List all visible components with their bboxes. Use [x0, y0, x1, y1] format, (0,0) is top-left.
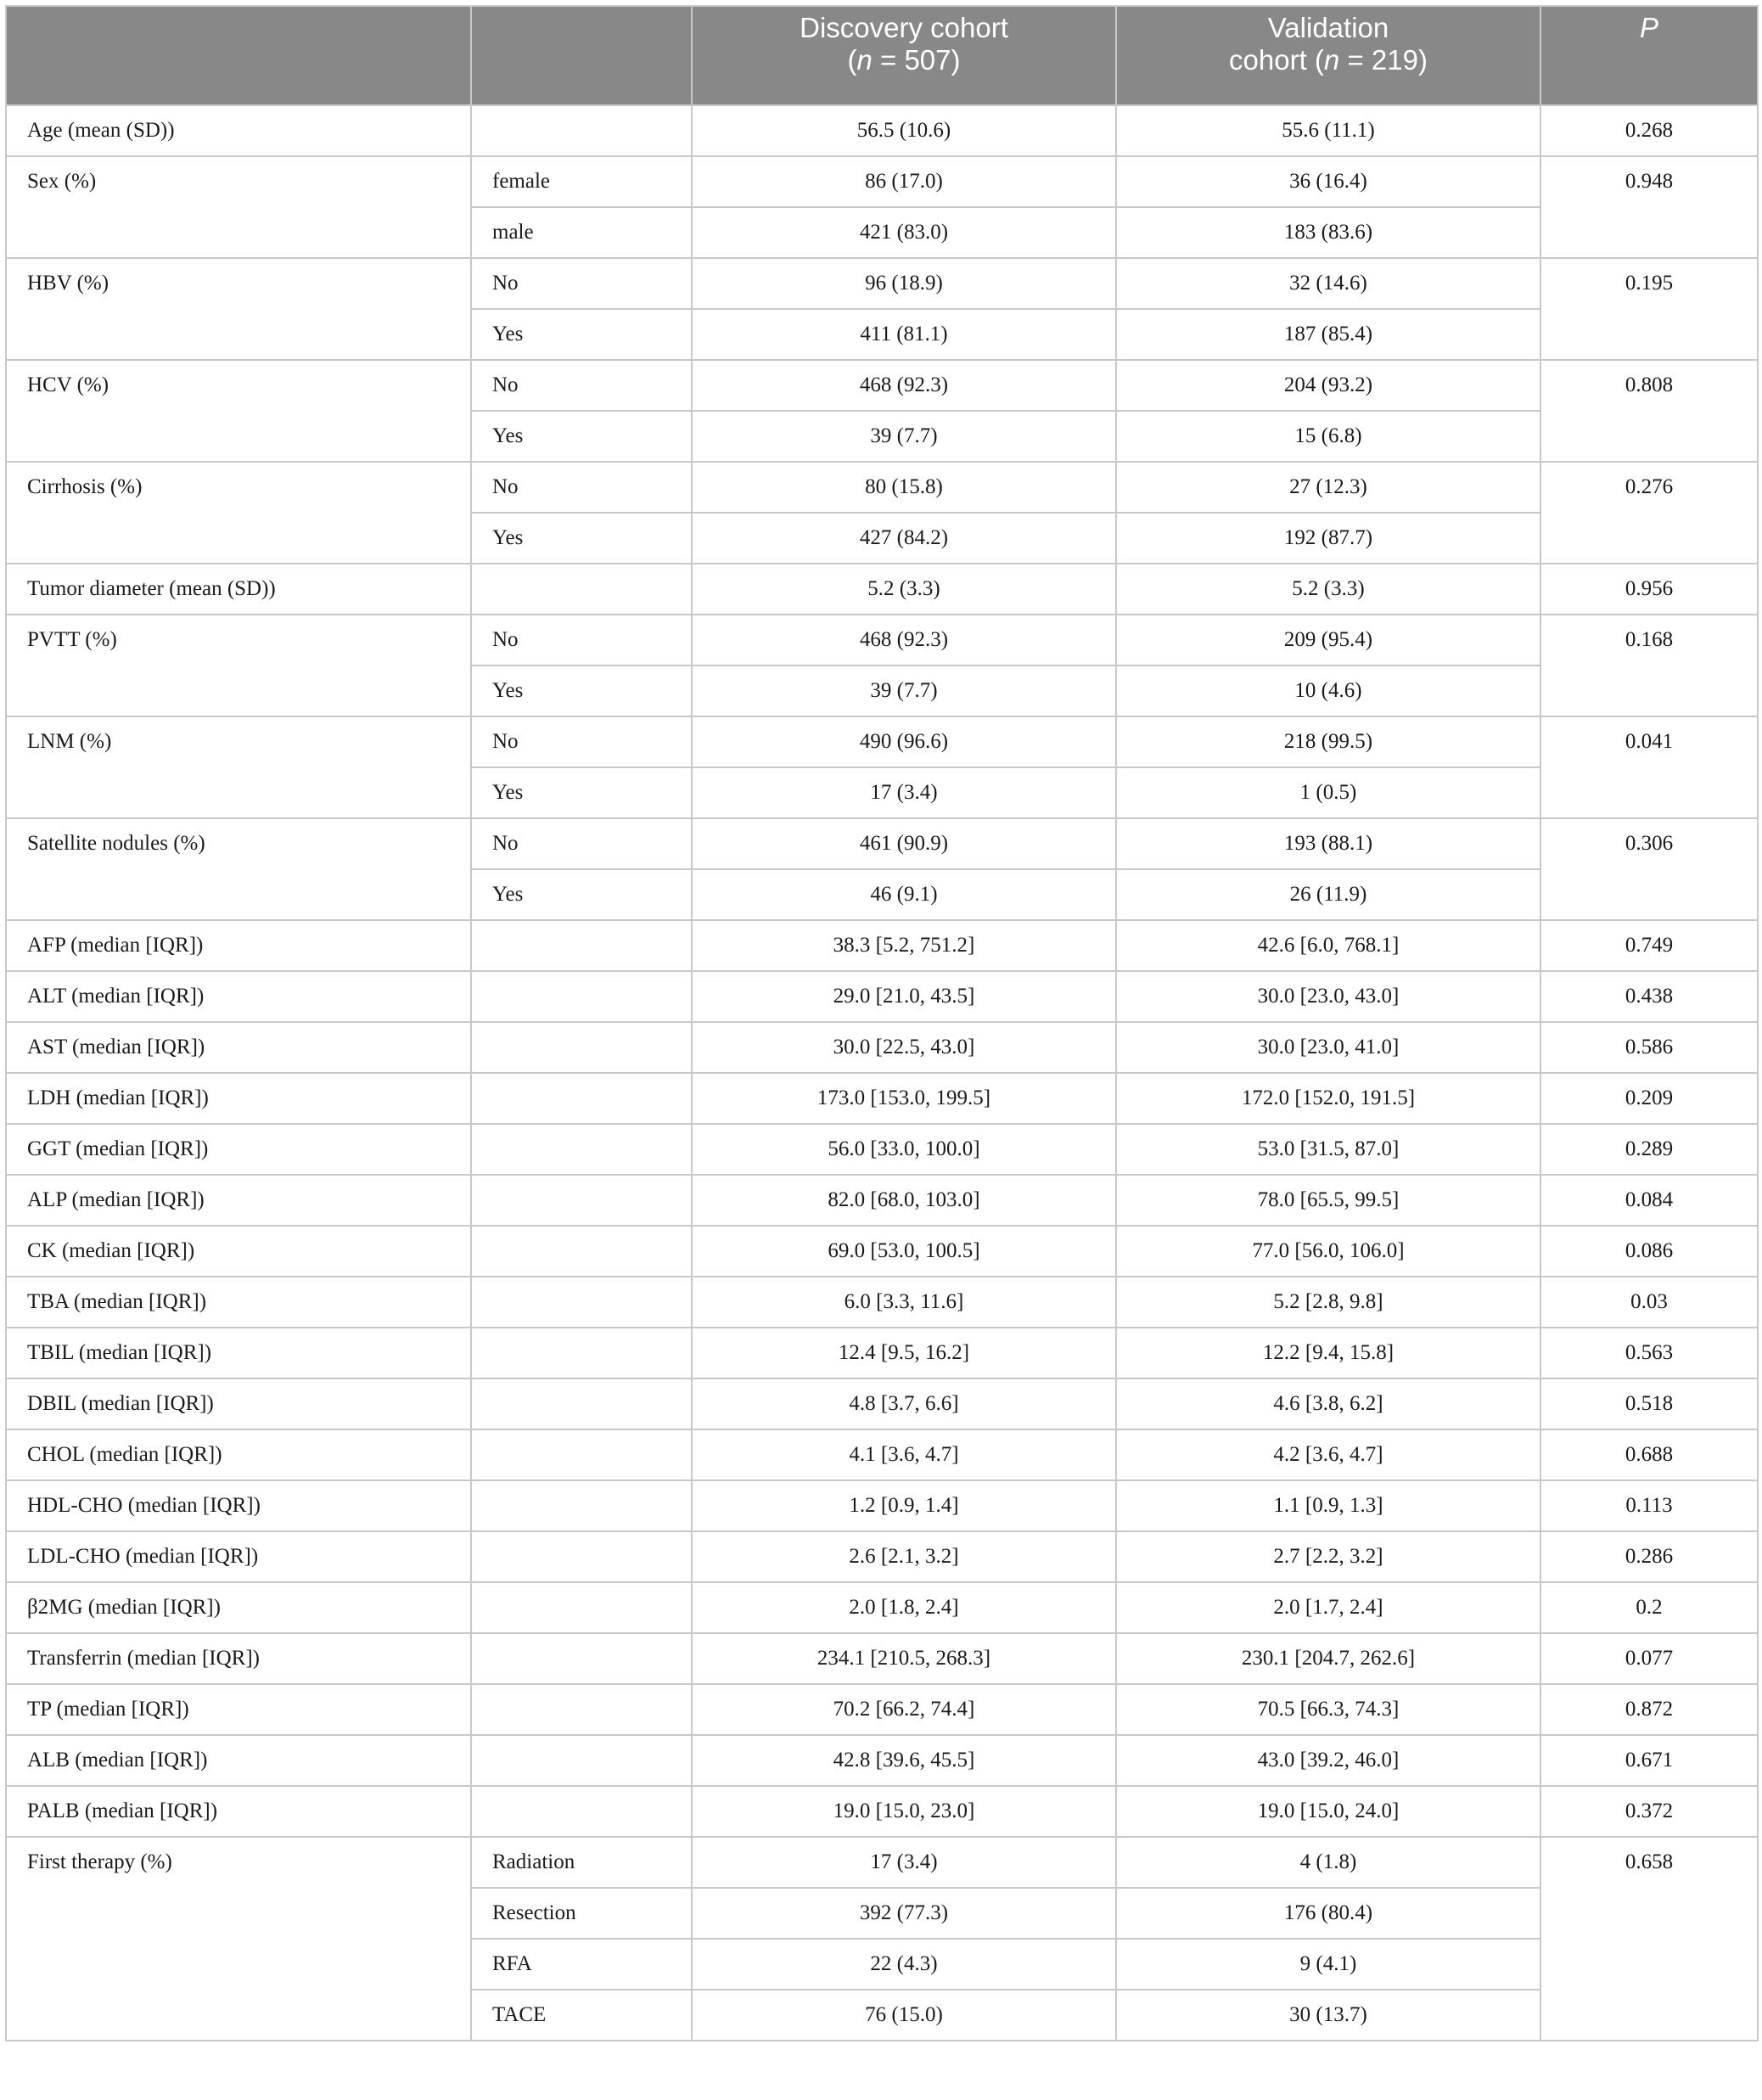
table-row: [6, 564, 1758, 615]
cell-validation: 26 (11.9): [1116, 869, 1540, 920]
cell-discovery: 56.5 (10.6): [692, 105, 1116, 156]
cell-variable: ALB (median [IQR]): [6, 1735, 471, 1786]
cell-variable: PVTT (%): [6, 615, 471, 716]
cell-variable: AFP (median [IQR]): [6, 920, 471, 971]
cell-variable: Cirrhosis (%): [6, 462, 471, 564]
table-row: [6, 1480, 1758, 1531]
cell-p-value: 0.286: [1540, 1531, 1758, 1582]
cell-level: [471, 920, 692, 971]
cell-validation: 43.0 [39.2, 46.0]: [1116, 1735, 1540, 1786]
cell-validation: 9 (4.1): [1116, 1939, 1540, 1990]
table-row: [6, 156, 1758, 207]
cell-level: RFA: [471, 1939, 692, 1990]
cell-level: Resection: [471, 1888, 692, 1939]
header-validation-n-value: = 219): [1339, 44, 1428, 76]
cell-discovery: 69.0 [53.0, 100.5]: [692, 1226, 1116, 1277]
header-validation-n: n: [1323, 44, 1340, 76]
cell-variable: Sex (%): [6, 156, 471, 258]
cell-p-value: 0.289: [1540, 1124, 1758, 1175]
table-row: [6, 1073, 1758, 1124]
cell-validation: 5.2 (3.3): [1116, 564, 1540, 615]
cell-variable: HBV (%): [6, 258, 471, 360]
cell-discovery: 173.0 [153.0, 199.5]: [692, 1073, 1116, 1124]
cell-validation: 32 (14.6): [1116, 258, 1540, 309]
cell-variable: First therapy (%): [6, 1837, 471, 2041]
cell-validation: 19.0 [15.0, 24.0]: [1116, 1786, 1540, 1837]
cell-validation: 183 (83.6): [1116, 207, 1540, 258]
header-validation-line1: Validation: [1267, 12, 1389, 43]
table-row: [6, 1124, 1758, 1175]
table-row: [6, 1684, 1758, 1735]
cell-discovery: 6.0 [3.3, 11.6]: [692, 1277, 1116, 1328]
cell-discovery: 4.8 [3.7, 6.6]: [692, 1378, 1116, 1429]
cell-level: [471, 1480, 692, 1531]
cell-level: [471, 971, 692, 1022]
cell-level: [471, 1277, 692, 1328]
cell-validation: 176 (80.4): [1116, 1888, 1540, 1939]
table-row: [6, 1735, 1758, 1786]
cell-p-value: 0.2: [1540, 1582, 1758, 1633]
cell-variable: HCV (%): [6, 360, 471, 462]
cell-discovery: 4.1 [3.6, 4.7]: [692, 1429, 1116, 1480]
cell-variable: TP (median [IQR]): [6, 1684, 471, 1735]
cell-discovery: 56.0 [33.0, 100.0]: [692, 1124, 1116, 1175]
cell-p-value: 0.563: [1540, 1328, 1758, 1378]
cell-p-value: 0.306: [1540, 818, 1758, 920]
cell-validation: 187 (85.4): [1116, 309, 1540, 360]
cohort-characteristics-table: [5, 5, 1759, 2041]
cell-level: [471, 1378, 692, 1429]
header-discovery-line1: Discovery cohort: [800, 12, 1008, 43]
header-p-value: P: [1540, 6, 1758, 105]
cell-validation: 78.0 [65.5, 99.5]: [1116, 1175, 1540, 1226]
cell-discovery: 82.0 [68.0, 103.0]: [692, 1175, 1116, 1226]
cell-level: Yes: [471, 767, 692, 818]
table-row: [6, 1531, 1758, 1582]
table-row: [6, 1022, 1758, 1073]
table-row: [6, 716, 1758, 767]
cell-validation: 192 (87.7): [1116, 513, 1540, 564]
cell-validation: 15 (6.8): [1116, 411, 1540, 462]
cell-level: Yes: [471, 513, 692, 564]
cell-discovery: 76 (15.0): [692, 1990, 1116, 2041]
cell-validation: 5.2 [2.8, 9.8]: [1116, 1277, 1540, 1328]
cell-p-value: 0.03: [1540, 1277, 1758, 1328]
cell-validation: 42.6 [6.0, 768.1]: [1116, 920, 1540, 971]
cell-discovery: 12.4 [9.5, 16.2]: [692, 1328, 1116, 1378]
cell-discovery: 19.0 [15.0, 23.0]: [692, 1786, 1116, 1837]
cell-level: No: [471, 258, 692, 309]
cell-p-value: 0.749: [1540, 920, 1758, 971]
table-row: [6, 1226, 1758, 1277]
cell-p-value: 0.372: [1540, 1786, 1758, 1837]
cell-variable: PALB (median [IQR]): [6, 1786, 471, 1837]
cell-variable: DBIL (median [IQR]): [6, 1378, 471, 1429]
cell-p-value: 0.084: [1540, 1175, 1758, 1226]
cell-level: No: [471, 360, 692, 411]
cell-discovery: 17 (3.4): [692, 767, 1116, 818]
table-row: [6, 971, 1758, 1022]
cell-level: [471, 1786, 692, 1837]
cell-variable: TBIL (median [IQR]): [6, 1328, 471, 1378]
cell-p-value: 0.518: [1540, 1378, 1758, 1429]
table-row: [6, 1378, 1758, 1429]
cell-validation: 4.2 [3.6, 4.7]: [1116, 1429, 1540, 1480]
cell-level: female: [471, 156, 692, 207]
cell-p-value: 0.872: [1540, 1684, 1758, 1735]
cell-p-value: 0.077: [1540, 1633, 1758, 1684]
cell-discovery: 22 (4.3): [692, 1939, 1116, 1990]
cell-variable: ALP (median [IQR]): [6, 1175, 471, 1226]
cell-variable: LNM (%): [6, 716, 471, 818]
cell-level: Radiation: [471, 1837, 692, 1888]
cell-level: [471, 1328, 692, 1378]
cell-discovery: 42.8 [39.6, 45.5]: [692, 1735, 1116, 1786]
table-row: [6, 1786, 1758, 1837]
cell-p-value: 0.168: [1540, 615, 1758, 716]
table-row: [6, 462, 1758, 513]
cell-discovery: 411 (81.1): [692, 309, 1116, 360]
cell-level: [471, 1531, 692, 1582]
cell-variable: HDL-CHO (median [IQR]): [6, 1480, 471, 1531]
cell-validation: 36 (16.4): [1116, 156, 1540, 207]
cell-p-value: 0.086: [1540, 1226, 1758, 1277]
table-row: [6, 615, 1758, 665]
table-row: [6, 818, 1758, 869]
cell-discovery: 86 (17.0): [692, 156, 1116, 207]
header-level: [471, 6, 692, 105]
cell-discovery: 30.0 [22.5, 43.0]: [692, 1022, 1116, 1073]
cell-variable: TBA (median [IQR]): [6, 1277, 471, 1328]
cell-variable: Transferrin (median [IQR]): [6, 1633, 471, 1684]
cell-discovery: 421 (83.0): [692, 207, 1116, 258]
cell-level: [471, 1735, 692, 1786]
cell-discovery: 5.2 (3.3): [692, 564, 1116, 615]
table-row: [6, 1582, 1758, 1633]
cell-level: [471, 1175, 692, 1226]
table-row: [6, 1837, 1758, 1888]
cell-level: No: [471, 615, 692, 665]
cell-discovery: 461 (90.9): [692, 818, 1116, 869]
cell-level: [471, 1429, 692, 1480]
cell-variable: β2MG (median [IQR]): [6, 1582, 471, 1633]
table-row: [6, 1429, 1758, 1480]
cell-validation: 1 (0.5): [1116, 767, 1540, 818]
cell-validation: 10 (4.6): [1116, 665, 1540, 716]
cell-discovery: 17 (3.4): [692, 1837, 1116, 1888]
cell-discovery: 38.3 [5.2, 751.2]: [692, 920, 1116, 971]
cell-level: [471, 1684, 692, 1735]
cell-validation: 4.6 [3.8, 6.2]: [1116, 1378, 1540, 1429]
cell-validation: 30.0 [23.0, 43.0]: [1116, 971, 1540, 1022]
cell-p-value: 0.276: [1540, 462, 1758, 564]
cell-validation: 172.0 [152.0, 191.5]: [1116, 1073, 1540, 1124]
header-discovery-n-value: = 507): [872, 44, 961, 76]
cell-discovery: 468 (92.3): [692, 360, 1116, 411]
table-row: [6, 1633, 1758, 1684]
cell-validation: 204 (93.2): [1116, 360, 1540, 411]
cell-validation: 4 (1.8): [1116, 1837, 1540, 1888]
cell-p-value: 0.113: [1540, 1480, 1758, 1531]
cell-validation: 12.2 [9.4, 15.8]: [1116, 1328, 1540, 1378]
cell-discovery: 80 (15.8): [692, 462, 1116, 513]
cell-variable: CHOL (median [IQR]): [6, 1429, 471, 1480]
header-validation-line2: cohort (: [1229, 44, 1324, 76]
cell-p-value: 0.195: [1540, 258, 1758, 360]
cell-level: [471, 1633, 692, 1684]
cell-level: [471, 564, 692, 615]
cell-variable: Tumor diameter (mean (SD)): [6, 564, 471, 615]
cell-variable: LDL-CHO (median [IQR]): [6, 1531, 471, 1582]
cell-discovery: 39 (7.7): [692, 411, 1116, 462]
cell-validation: 27 (12.3): [1116, 462, 1540, 513]
cell-variable: ALT (median [IQR]): [6, 971, 471, 1022]
cell-validation: 30 (13.7): [1116, 1990, 1540, 2041]
cell-discovery: 29.0 [21.0, 43.5]: [692, 971, 1116, 1022]
header-row: [6, 6, 1758, 105]
cell-level: Yes: [471, 411, 692, 462]
cell-p-value: 0.948: [1540, 156, 1758, 258]
cell-validation: 77.0 [56.0, 106.0]: [1116, 1226, 1540, 1277]
cell-discovery: 468 (92.3): [692, 615, 1116, 665]
cell-p-value: 0.671: [1540, 1735, 1758, 1786]
cell-p-value: 0.209: [1540, 1073, 1758, 1124]
cell-variable: Age (mean (SD)): [6, 105, 471, 156]
table-container: [5, 5, 1757, 2041]
header-discovery-cohort: Discovery cohort (n = 507): [692, 6, 1116, 105]
cell-validation: 193 (88.1): [1116, 818, 1540, 869]
cell-discovery: 490 (96.6): [692, 716, 1116, 767]
cell-level: Yes: [471, 309, 692, 360]
cell-discovery: 427 (84.2): [692, 513, 1116, 564]
table-body: [6, 105, 1758, 2041]
cell-validation: 218 (99.5): [1116, 716, 1540, 767]
header-validation-cohort: [1116, 6, 1540, 105]
cell-p-value: 0.268: [1540, 105, 1758, 156]
cell-level: [471, 1582, 692, 1633]
cell-variable: Satellite nodules (%): [6, 818, 471, 920]
cell-p-value: 0.956: [1540, 564, 1758, 615]
cell-p-value: 0.688: [1540, 1429, 1758, 1480]
table-row: [6, 258, 1758, 309]
table-row: [6, 920, 1758, 971]
cell-level: No: [471, 818, 692, 869]
cell-discovery: 96 (18.9): [692, 258, 1116, 309]
cell-discovery: 392 (77.3): [692, 1888, 1116, 1939]
cell-variable: GGT (median [IQR]): [6, 1124, 471, 1175]
cell-level: No: [471, 716, 692, 767]
cell-p-value: 0.808: [1540, 360, 1758, 462]
cell-level: Yes: [471, 665, 692, 716]
table-row: [6, 105, 1758, 156]
cell-validation: 70.5 [66.3, 74.3]: [1116, 1684, 1540, 1735]
cell-discovery: 1.2 [0.9, 1.4]: [692, 1480, 1116, 1531]
cell-discovery: 39 (7.7): [692, 665, 1116, 716]
cell-validation: 230.1 [204.7, 262.6]: [1116, 1633, 1540, 1684]
cell-level: [471, 1226, 692, 1277]
table-row: [6, 1328, 1758, 1378]
cell-discovery: 46 (9.1): [692, 869, 1116, 920]
cell-validation: 2.0 [1.7, 2.4]: [1116, 1582, 1540, 1633]
cell-validation: 30.0 [23.0, 41.0]: [1116, 1022, 1540, 1073]
header-variable: [6, 6, 471, 105]
cell-discovery: 234.1 [210.5, 268.3]: [692, 1633, 1116, 1684]
cell-discovery: 2.6 [2.1, 3.2]: [692, 1531, 1116, 1582]
cell-level: [471, 1022, 692, 1073]
cell-p-value: 0.586: [1540, 1022, 1758, 1073]
cell-validation: 55.6 (11.1): [1116, 105, 1540, 156]
cell-validation: 1.1 [0.9, 1.3]: [1116, 1480, 1540, 1531]
cell-p-value: 0.041: [1540, 716, 1758, 818]
cell-discovery: 2.0 [1.8, 2.4]: [692, 1582, 1116, 1633]
cell-p-value: 0.438: [1540, 971, 1758, 1022]
cell-validation: 53.0 [31.5, 87.0]: [1116, 1124, 1540, 1175]
cell-variable: CK (median [IQR]): [6, 1226, 471, 1277]
cell-level: [471, 1073, 692, 1124]
cell-validation: 209 (95.4): [1116, 615, 1540, 665]
cell-level: [471, 105, 692, 156]
cell-validation: 2.7 [2.2, 3.2]: [1116, 1531, 1540, 1582]
cell-level: male: [471, 207, 692, 258]
cell-level: TACE: [471, 1990, 692, 2041]
cell-variable: LDH (median [IQR]): [6, 1073, 471, 1124]
table-row: [6, 360, 1758, 411]
table-row: [6, 1175, 1758, 1226]
cell-level: [471, 1124, 692, 1175]
header-discovery-n: n: [856, 44, 873, 76]
cell-level: No: [471, 462, 692, 513]
cell-discovery: 70.2 [66.2, 74.4]: [692, 1684, 1116, 1735]
table-row: [6, 1277, 1758, 1328]
cell-level: Yes: [471, 869, 692, 920]
cell-variable: AST (median [IQR]): [6, 1022, 471, 1073]
cell-p-value: 0.658: [1540, 1837, 1758, 2041]
